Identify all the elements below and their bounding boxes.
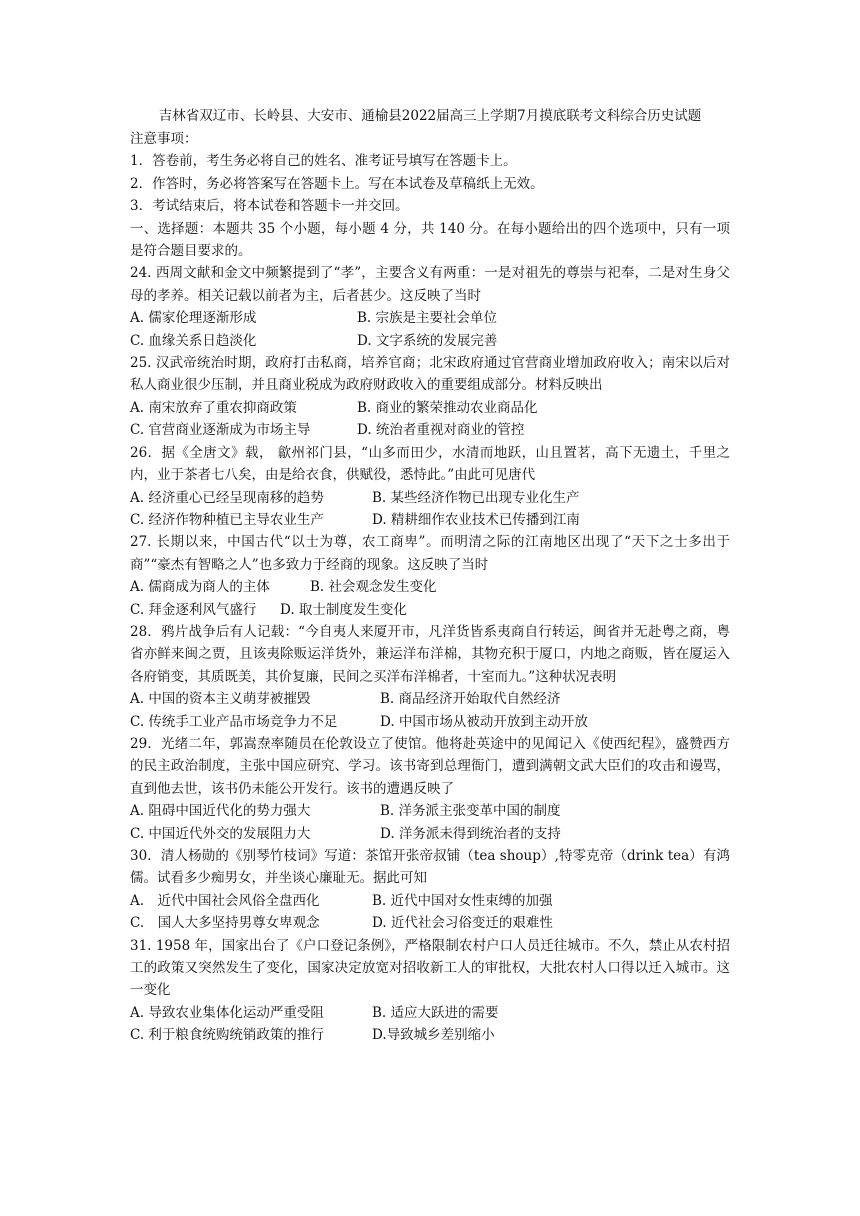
option-c: C. 国人大多坚持男尊女卑观念 — [130, 915, 320, 932]
options-row — [130, 330, 730, 352]
options-row — [130, 1024, 730, 1046]
option-d: D.导致城乡差别缩小 — [372, 1027, 495, 1044]
option-c: C. 拜金逐利风气盛行 — [130, 601, 257, 618]
notice-heading: 注意事项： — [130, 131, 198, 147]
option-b: B. 宗族是主要社会单位 — [357, 310, 498, 327]
option-b: B. 商业的繁荣推动农业商品化 — [357, 399, 538, 416]
option-a: A. 近代中国社会风俗全盘西化 — [130, 892, 320, 909]
option-b: B. 商品经济开始取代自然经济 — [380, 691, 561, 708]
option-a: A. 南宋放弃了重农抑商政策 — [130, 399, 297, 416]
option-d: D. 取士制度发生变化 — [280, 601, 407, 618]
question-stem: 24. 西周文献和金文中频繁提到了“孝”，主要含义有两重：一是对祖先的尊崇与祀奉，二是对生身父母的孝养。相关记载以前者为主，后者甚少。这反映了当时 — [130, 265, 730, 304]
option-c: C. 官营商业逐渐成为市场主导 — [130, 422, 311, 439]
option-a: A. 经济重心已经呈现南移的趋势 — [130, 489, 324, 506]
option-a: A. 中国的资本主义萌芽被摧毁 — [130, 691, 311, 708]
notice-item: 3．考试结束后，将本试卷和答题卡一并交回。 — [130, 198, 409, 215]
options-row — [130, 1002, 730, 1024]
question-stem: 28．鸦片战争后有人记载：“今自夷人来厦开市，凡洋货皆系夷商自行转运，闽省并无赴粤之商，粤省亦鲜来闽之贾，且该夷除贩运洋货外，兼运洋布洋棉，其物充积于厦口，内地之商贩，皆在厦运入各府销变，其质既美，其价复廉，民间之买洋布洋棉者，十室而九。”这种状况表明 — [130, 623, 730, 685]
options-row — [130, 599, 730, 621]
option-d: D. 中国市场从被动开放到主动开放 — [380, 713, 588, 730]
option-a: A. 儒商成为商人的主体 — [130, 579, 270, 596]
question-stem: 27. 长期以来，中国古代“以士为尊，农工商卑”。而明清之际的江南地区出现了“天下之士多出于商”“豪杰有智略之人”也多致力于经商的现象。这反映了当时 — [130, 534, 730, 573]
option-b: B. 洋务派主张变革中国的制度 — [380, 803, 561, 820]
option-c: C. 经济作物种植已主导农业生产 — [130, 511, 324, 528]
option-b: B. 某些经济作物已出现专业化生产 — [372, 489, 580, 506]
options-row — [130, 487, 730, 509]
section-heading: 一、选择题：本题共 35 个小题，每小题 4 分，共 140 分。在每小题给出的四个选项中，只有一项是符合题目要求的。 — [130, 220, 730, 260]
option-a: A. 导致农业集体化运动严重受阻 — [130, 1004, 324, 1021]
options-row — [130, 509, 730, 531]
option-d: D. 统治者重视对商业的管控 — [357, 422, 525, 439]
options-row — [130, 576, 730, 598]
option-a: A. 儒家伦理逐渐形成 — [130, 310, 257, 327]
exam-title: 吉林省双辽市、长岭县、大安市、通榆县2022届高三上学期7月摸底联考文科综合历史试题 — [158, 108, 702, 124]
option-b: B. 近代中国对女性束缚的加强 — [372, 892, 553, 909]
options-row — [130, 688, 730, 710]
options-row — [130, 890, 730, 912]
option-c: C. 中国近代外交的发展阻力大 — [130, 825, 311, 842]
option-c: C. 利于粮食统购统销政策的推行 — [130, 1027, 324, 1044]
question-stem: 30．清人杨勋的《别琴竹枝词》写道：茶馆开张帝叔铺（tea shoup）,特零克帝（drink tea）有鸿儒。试看多少痴男女，并坐谈心廉耻无。据此可知 — [130, 848, 730, 887]
option-b: B. 社会观念发生变化 — [310, 579, 437, 596]
option-d: D. 洋务派未得到统治者的支持 — [380, 825, 561, 842]
options-row — [130, 823, 730, 845]
notice-item: 1．答卷前，考生务必将自己的姓名、准考证号填写在答题卡上。 — [130, 153, 517, 170]
option-c: C. 血缘关系日趋淡化 — [130, 332, 257, 349]
option-a: A. 阻碍中国近代化的势力强大 — [130, 803, 311, 820]
option-b: B. 适应大跃进的需要 — [372, 1004, 499, 1021]
option-d: D. 近代社会习俗变迁的艰难性 — [372, 915, 553, 932]
options-row — [130, 711, 730, 733]
options-row — [130, 397, 730, 419]
options-row — [130, 800, 730, 822]
option-d: D. 文字系统的发展完善 — [357, 332, 498, 349]
notice-item: 2．作答时，务必将答案写在答题卡上。写在本试卷及草稿纸上无效。 — [130, 175, 544, 192]
exam-content — [130, 105, 730, 1047]
question-stem: 31. 1958 年，国家出台了《户口登记条例》，严格限制农村户口人员迁往城市。不久，禁止从农村招工的政策又突然发生了变化，国家决定放宽对招收新工人的审批权，大批农村人口得以迁入城市。这一变化 — [130, 937, 730, 999]
option-c: C. 传统手工业产品市场竞争力不足 — [130, 713, 338, 730]
question-stem: 25. 汉武帝统治时期，政府打击私商，培养官商；北宋政府通过官营商业增加政府收入；南宋以后对私人商业很少压制，并且商业税成为政府财政收入的重要组成部分。材料反映出 — [130, 355, 730, 394]
options-row — [130, 419, 730, 441]
question-stem: 26．据《全唐文》载， 歙州祁门县，“山多而田少，水清而地跃，山且置茗，高下无遗土，千里之内，业于茶者七八矣，由是给衣食，供赋役，悉恃此。”由此可见唐代 — [130, 444, 730, 484]
options-row — [130, 307, 730, 329]
options-row — [130, 912, 730, 934]
question-stem: 29．光绪二年，郭嵩焘率随员在伦敦设立了使馆。他将赴英途中的见闻记入《使西纪程》，盛赞西方的民主政治制度，主张中国应研究、学习。该书寄到总理衙门，遭到满朝文武大臣们的攻击和谩骂，直到他去世，该书仍未能公开发行。该书的遭遇反映了 — [130, 735, 730, 797]
option-d: D. 精耕细作农业技术已传播到江南 — [372, 511, 580, 528]
